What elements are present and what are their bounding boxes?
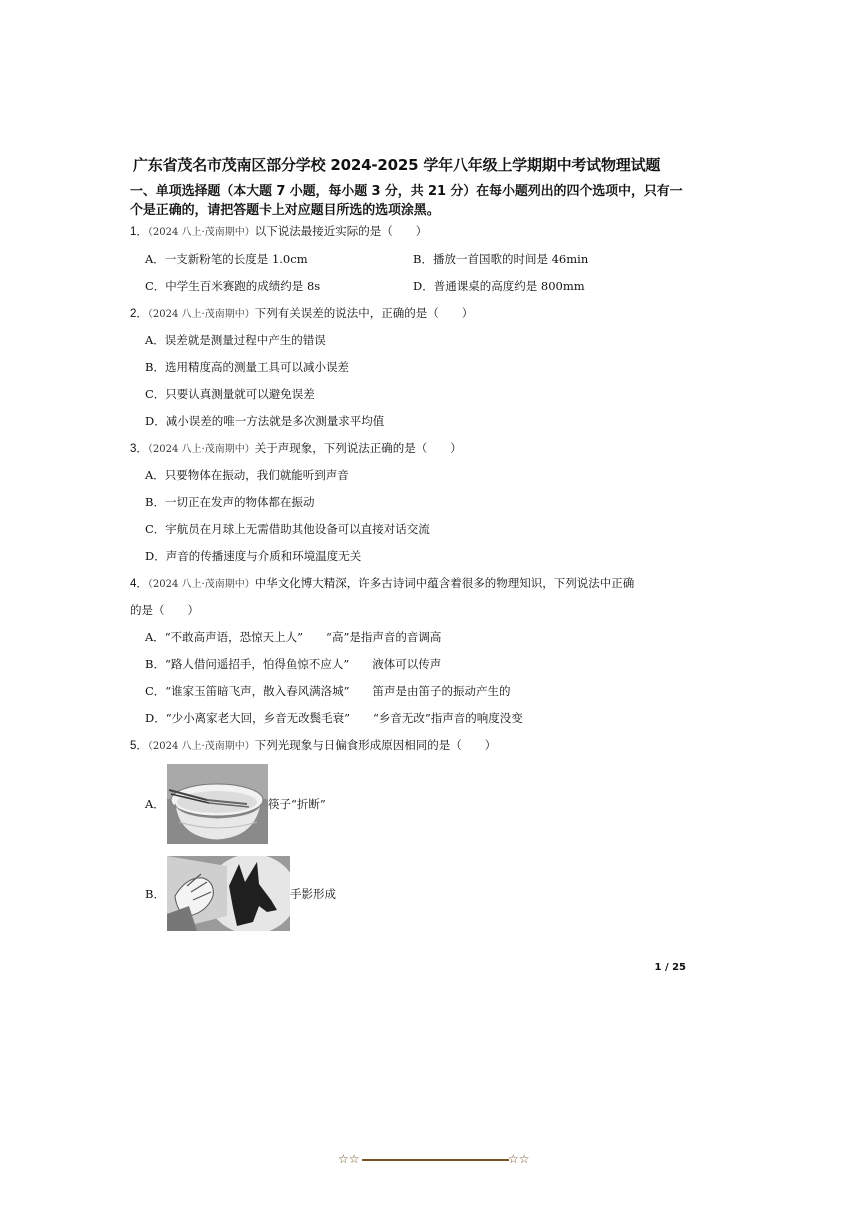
question-number: 2．: [130, 308, 148, 320]
option-1c: C．中学生百米赛跑的成绩约是 8s: [145, 279, 321, 293]
footer-divider: [362, 1159, 509, 1161]
page-number: 1 / 25: [654, 962, 686, 973]
section-heading: 一、单项选择题（本大题 7 小题，每小题 3 分，共 21 分）在每小题列出的四个选项中，只有一个是正确的，请把答题卡上对应题目所选的选项涂黑。: [130, 184, 683, 218]
option-4b: B．“路人借问遥招手，怕得鱼惊不应人” 液体可以传声: [145, 657, 442, 671]
option-2b: B．选用精度高的测量工具可以减小误差: [145, 360, 349, 374]
option-1b: B．播放一首国歌的时间是 46min: [413, 252, 589, 266]
question-source: （2024 八上·茂南期中）: [147, 444, 255, 455]
option-4a: A．“不敢高声语，恐惊天上人” “高”是指声音的音调高: [145, 630, 442, 644]
question-source: （2024 八上·茂南期中）: [147, 741, 255, 752]
option-2c: C．只要认真测量就可以避免误差: [145, 387, 315, 401]
footer-stars-right: ☆☆: [508, 1152, 530, 1166]
question-source: （2024 八上·茂南期中）: [147, 579, 255, 590]
question-number: 4．: [130, 578, 148, 590]
option-2d: D．减小误差的唯一方法就是多次测量求平均值: [145, 414, 385, 428]
question-4: [130, 575, 634, 593]
question-stem: 关于声现象，下列说法正确的是（ ）: [254, 441, 462, 455]
option-3b: B．一切正在发声的物体都在振动: [145, 495, 315, 509]
question-1: [130, 223, 427, 241]
question-2: [130, 305, 473, 323]
question-number: 3．: [130, 443, 148, 455]
option-2a: A．误差就是测量过程中产生的错误: [145, 333, 326, 347]
question-source: （2024 八上·茂南期中）: [147, 309, 255, 320]
footer-ornament: [338, 1152, 533, 1168]
option-3c: C．宇航员在月球上无需借助其他设备可以直接对话交流: [145, 522, 430, 536]
question-3: [130, 440, 462, 458]
option-5a-caption: 筷子“折断”: [268, 797, 326, 811]
document-title: 广东省茂名市茂南区部分学校 2024-2025 学年八年级上学期期中考试物理试题: [133, 156, 661, 174]
question-source: （2024 八上·茂南期中）: [147, 227, 255, 238]
option-3a: A．只要物体在振动，我们就能听到声音: [145, 468, 349, 482]
chopsticks-in-bowl-image: [167, 764, 268, 844]
option-4c: C．“谁家玉笛暗飞声，散入春风满洛城” 笛声是由笛子的振动产生的: [145, 684, 511, 698]
option-1d: D．普通课桌的高度约是 800mm: [413, 279, 585, 293]
option-5b-caption: 手影形成: [290, 887, 336, 901]
question-4-stem-continued: 的是（ ）: [130, 603, 199, 617]
option-4d: D．“少小离家老大回，乡音无改鬓毛衰” “乡音无改”指声音的响度没变: [145, 711, 523, 725]
option-5b-label: B．: [145, 887, 165, 901]
question-stem: 下列光现象与日偏食形成原因相同的是（ ）: [254, 738, 497, 752]
question-stem: 下列有关误差的说法中，正确的是（ ）: [254, 306, 474, 320]
footer-stars-left: ☆☆: [338, 1152, 360, 1166]
question-number: 1．: [130, 226, 148, 238]
question-stem: 中华文化博大精深，许多古诗词中蕴含着很多的物理知识，下列说法中正确: [254, 576, 635, 590]
option-3d: D．声音的传播速度与介质和环境温度无关: [145, 549, 362, 563]
option-1a: A．一支新粉笔的长度是 1.0cm: [145, 252, 308, 266]
hand-shadow-image: [167, 856, 290, 931]
question-5: [130, 737, 496, 755]
question-number: 5．: [130, 740, 148, 752]
question-stem: 以下说法最接近实际的是（ ）: [254, 224, 428, 238]
option-5a-label: A．: [145, 797, 165, 811]
